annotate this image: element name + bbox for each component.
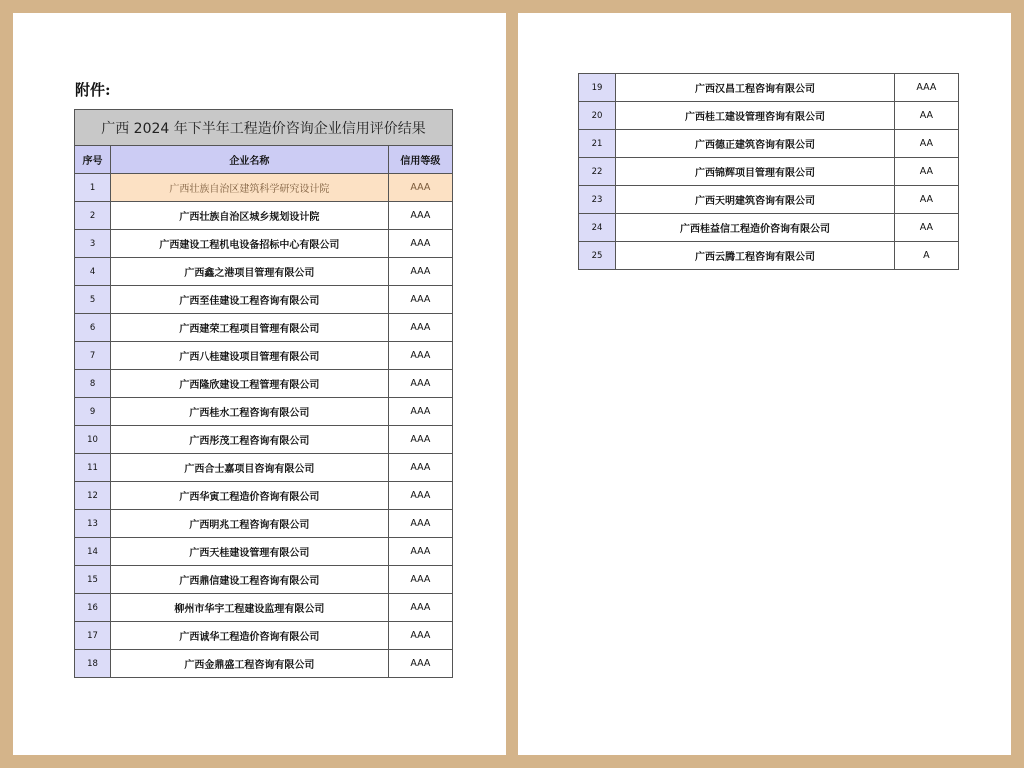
- row-number: 19: [579, 74, 616, 102]
- company-name: 广西桂水工程咨询有限公司: [111, 398, 389, 426]
- company-name: 广西彤茂工程咨询有限公司: [111, 426, 389, 454]
- table-row: [75, 426, 453, 454]
- header-no: 序号: [75, 146, 111, 174]
- row-number: 16: [75, 594, 111, 622]
- credit-grade: AAA: [388, 594, 452, 622]
- table-body-page-2: [579, 74, 959, 270]
- row-number: 8: [75, 370, 111, 398]
- table-row: [75, 342, 453, 370]
- company-name: 广西建设工程机电设备招标中心有限公司: [111, 230, 389, 258]
- company-name: 广西锦辉项目管理有限公司: [616, 158, 895, 186]
- row-number: 3: [75, 230, 111, 258]
- row-number: 7: [75, 342, 111, 370]
- company-name: 广西天桂建设管理有限公司: [111, 538, 389, 566]
- table-row: [579, 102, 959, 130]
- table-row: [75, 454, 453, 482]
- credit-grade: AAA: [388, 482, 452, 510]
- company-name: 广西鑫之港项目管理有限公司: [111, 258, 389, 286]
- row-number: 5: [75, 286, 111, 314]
- credit-grade: AAA: [388, 258, 452, 286]
- company-name: 广西合士嘉项目咨询有限公司: [111, 454, 389, 482]
- credit-grade: AAA: [388, 202, 452, 230]
- table-row: [75, 622, 453, 650]
- row-number: 21: [579, 130, 616, 158]
- table-row: [579, 214, 959, 242]
- table-row: [75, 258, 453, 286]
- company-name: 广西建荣工程项目管理有限公司: [111, 314, 389, 342]
- table-row: [75, 314, 453, 342]
- company-name: 广西明兆工程咨询有限公司: [111, 510, 389, 538]
- credit-grade: AAA: [388, 398, 452, 426]
- row-number: 24: [579, 214, 616, 242]
- company-name: 广西德正建筑咨询有限公司: [616, 130, 895, 158]
- table-row: [579, 158, 959, 186]
- header-credit-grade: 信用等级: [388, 146, 452, 174]
- row-number: 6: [75, 314, 111, 342]
- row-number: 11: [75, 454, 111, 482]
- row-number: 12: [75, 482, 111, 510]
- credit-grade: AA: [894, 102, 958, 130]
- row-number: 22: [579, 158, 616, 186]
- row-number: 25: [579, 242, 616, 270]
- company-name: 柳州市华宇工程建设监理有限公司: [111, 594, 389, 622]
- table-title: 广西 2024 年下半年工程造价咨询企业信用评价结果: [75, 110, 453, 146]
- row-number: 4: [75, 258, 111, 286]
- row-number: 17: [75, 622, 111, 650]
- company-name: 广西天明建筑咨询有限公司: [616, 186, 895, 214]
- table-row: [75, 566, 453, 594]
- company-name: 广西鼎信建设工程咨询有限公司: [111, 566, 389, 594]
- row-number: 9: [75, 398, 111, 426]
- document-page-2: [518, 13, 1011, 755]
- company-name: 广西诚华工程造价咨询有限公司: [111, 622, 389, 650]
- table-row: [75, 482, 453, 510]
- table-row: [75, 650, 453, 678]
- table-row: [579, 242, 959, 270]
- company-name: 广西壮族自治区建筑科学研究设计院: [111, 174, 389, 202]
- table-row: [579, 130, 959, 158]
- header-company-name: 企业名称: [111, 146, 389, 174]
- company-name: 广西桂工建设管理咨询有限公司: [616, 102, 895, 130]
- credit-grade: AAA: [388, 286, 452, 314]
- table-row: [75, 174, 453, 202]
- credit-grade: AAA: [388, 510, 452, 538]
- company-name: 广西云腾工程咨询有限公司: [616, 242, 895, 270]
- credit-grade: AAA: [388, 342, 452, 370]
- table-row: [75, 594, 453, 622]
- table-row: [75, 538, 453, 566]
- credit-grade: AA: [894, 214, 958, 242]
- table-row: [75, 230, 453, 258]
- attachment-label: 附件:: [75, 81, 111, 99]
- credit-grade: AAA: [388, 622, 452, 650]
- table-body-page-1: [75, 174, 453, 678]
- row-number: 1: [75, 174, 111, 202]
- document-page-1: [13, 13, 506, 755]
- credit-grade: AAA: [388, 650, 452, 678]
- credit-grade: AA: [894, 186, 958, 214]
- credit-grade: A: [894, 242, 958, 270]
- row-number: 23: [579, 186, 616, 214]
- credit-grade: AAA: [388, 370, 452, 398]
- row-number: 20: [579, 102, 616, 130]
- company-name: 广西金鼎盛工程咨询有限公司: [111, 650, 389, 678]
- table-row: [75, 202, 453, 230]
- table-row: [579, 74, 959, 102]
- row-number: 18: [75, 650, 111, 678]
- company-name: 广西至佳建设工程咨询有限公司: [111, 286, 389, 314]
- table-row: [75, 370, 453, 398]
- credit-grade: AAA: [388, 454, 452, 482]
- credit-grade: AAA: [388, 426, 452, 454]
- row-number: 15: [75, 566, 111, 594]
- row-number: 2: [75, 202, 111, 230]
- company-name: 广西汉昌工程咨询有限公司: [616, 74, 895, 102]
- credit-grade: AA: [894, 130, 958, 158]
- row-number: 13: [75, 510, 111, 538]
- credit-grade: AAA: [388, 230, 452, 258]
- row-number: 14: [75, 538, 111, 566]
- company-name: 广西桂益信工程造价咨询有限公司: [616, 214, 895, 242]
- credit-rating-table-continued: [578, 73, 959, 270]
- row-number: 10: [75, 426, 111, 454]
- credit-grade: AAA: [388, 538, 452, 566]
- credit-grade: AAA: [388, 174, 452, 202]
- table-row: [75, 286, 453, 314]
- company-name: 广西华寅工程造价咨询有限公司: [111, 482, 389, 510]
- table-row: [579, 186, 959, 214]
- table-row: [75, 398, 453, 426]
- credit-grade: AAA: [388, 314, 452, 342]
- credit-grade: AAA: [388, 566, 452, 594]
- credit-grade: AAA: [894, 74, 958, 102]
- credit-rating-table: [74, 109, 453, 678]
- company-name: 广西壮族自治区城乡规划设计院: [111, 202, 389, 230]
- company-name: 广西隆欣建设工程管理有限公司: [111, 370, 389, 398]
- company-name: 广西八桂建设项目管理有限公司: [111, 342, 389, 370]
- credit-grade: AA: [894, 158, 958, 186]
- table-row: [75, 510, 453, 538]
